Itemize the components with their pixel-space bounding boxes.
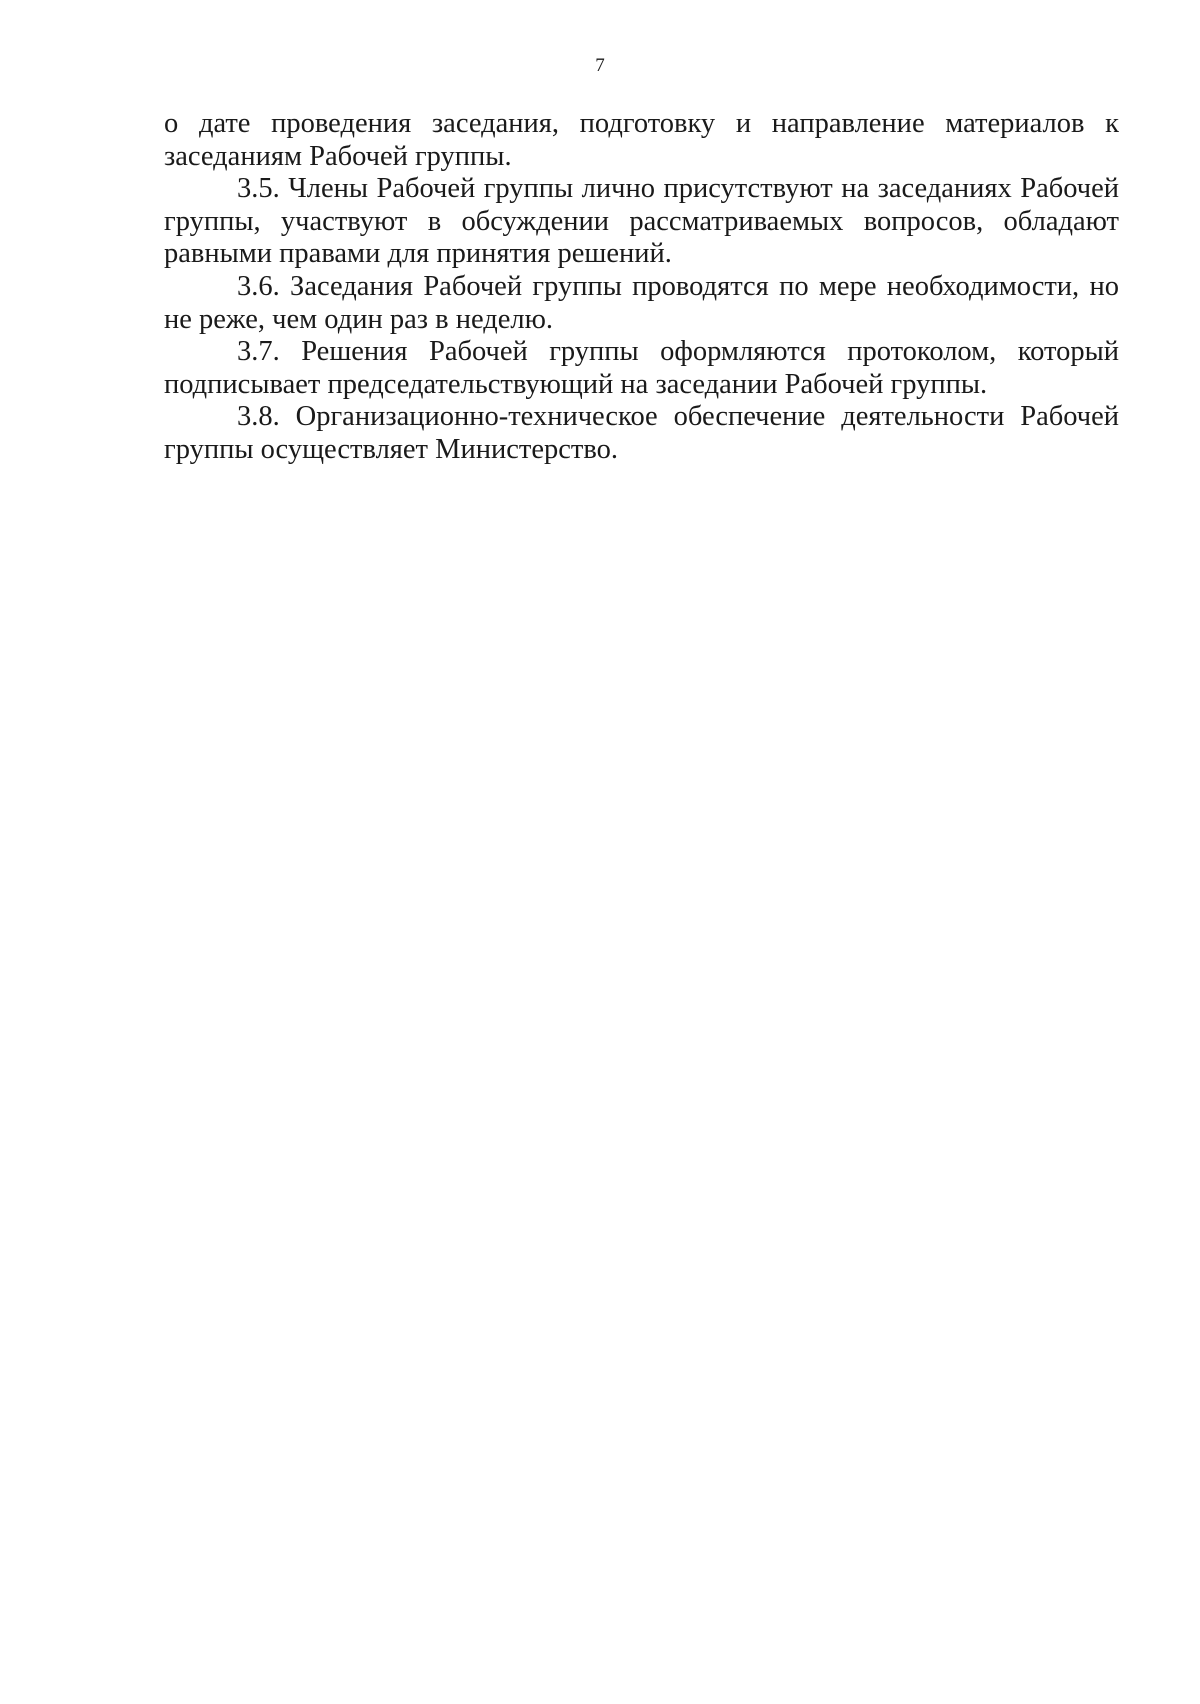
paragraph-3-5: 3.5. Члены Рабочей группы лично присутствуют на заседаниях Рабочей группы, участвуют в обсуждении рассматриваемых вопросов, обладают равными правами для принятия решений.	[164, 173, 1119, 270]
page-number: 7	[595, 55, 605, 76]
document-body	[164, 108, 1119, 467]
paragraph-3-6: 3.6. Заседания Рабочей группы проводятся по мере необходимости, но не реже, чем один раз в неделю.	[164, 270, 1119, 335]
paragraph-3-8: 3.8. Организационно-техническое обеспечение деятельности Рабочей группы осуществляет Министерство.	[164, 401, 1119, 465]
paragraph-3-7: 3.7. Решения Рабочей группы оформляются протоколом, который подписывает председательствующий на заседании Рабочей группы.	[164, 336, 1119, 400]
paragraph-continuation: о дате проведения заседания, подготовку и направление материалов к заседаниям Рабочей группы.	[164, 108, 1119, 172]
